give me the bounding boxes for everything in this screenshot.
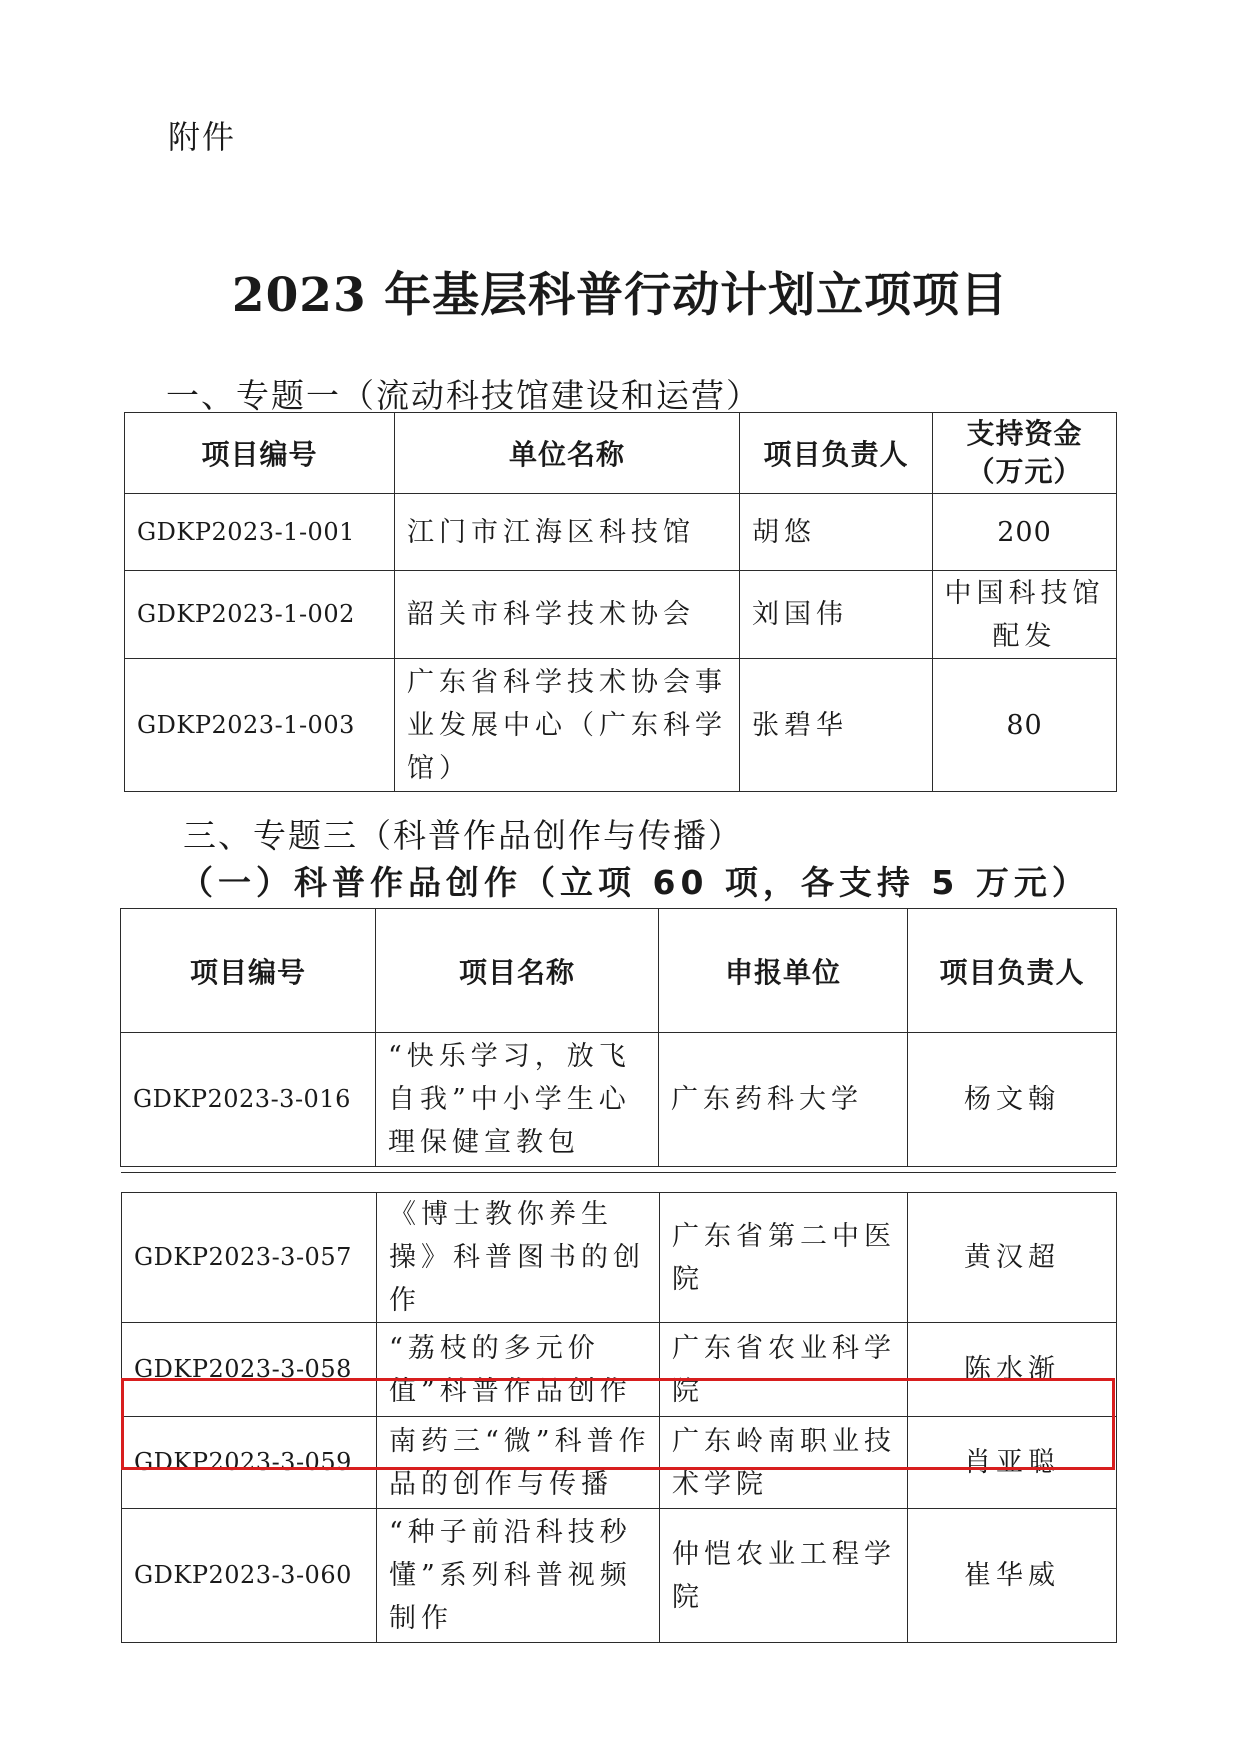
unit-name: 广东省科学技术协会事业发展中心（广东科学馆）	[395, 659, 740, 792]
project-leader: 肖亚聪	[908, 1417, 1117, 1509]
project-name: “荔枝的多元价值”科普作品创作	[377, 1323, 660, 1417]
project-code: GDKP2023-1-003	[125, 659, 395, 792]
project-code: GDKP2023-3-060	[122, 1509, 377, 1643]
project-leader: 张碧华	[740, 659, 933, 792]
table-header-row	[121, 909, 1117, 1033]
header-project-leader: 项目负责人	[908, 909, 1117, 1033]
table-row	[122, 1323, 1117, 1417]
header-project-code: 项目编号	[125, 413, 395, 494]
attachment-label: 附件	[168, 118, 237, 156]
project-leader: 胡悠	[740, 494, 933, 571]
applicant-unit: 仲恺农业工程学院	[660, 1509, 908, 1643]
applicant-unit: 广东省第二中医院	[660, 1193, 908, 1323]
funding: 中国科技馆配发	[933, 571, 1117, 659]
applicant-unit: 广东药科大学	[659, 1033, 908, 1167]
header-funding: 支持资金 （万元）	[933, 413, 1117, 494]
unit-name: 江门市江海区科技馆	[395, 494, 740, 571]
project-leader: 刘国伟	[740, 571, 933, 659]
project-leader: 陈水渐	[908, 1323, 1117, 1417]
section3-heading: 三、专题三（科普作品创作与传播）	[183, 816, 743, 855]
table-row	[125, 494, 1117, 571]
project-name: “种子前沿科技秒懂”系列科普视频制作	[377, 1509, 660, 1643]
header-unit-name: 单位名称	[395, 413, 740, 494]
funding: 80	[933, 659, 1117, 792]
applicant-unit: 广东省农业科学院	[660, 1323, 908, 1417]
project-code: GDKP2023-1-001	[125, 494, 395, 571]
section3-subheading: （一）科普作品创作（立项 60 项，各支持 5 万元）	[180, 863, 1090, 902]
applicant-unit: 广东岭南职业技术学院	[660, 1417, 908, 1509]
table-gap-divider	[121, 1172, 1116, 1173]
header-applicant-unit: 申报单位	[659, 909, 908, 1033]
header-project-code: 项目编号	[121, 909, 376, 1033]
unit-name: 韶关市科学技术协会	[395, 571, 740, 659]
section3-table	[120, 908, 1117, 1167]
table-row	[125, 571, 1117, 659]
table-row	[122, 1193, 1117, 1323]
project-leader: 黄汉超	[908, 1193, 1117, 1323]
project-name: 南药三“微”科普作品的创作与传播	[377, 1417, 660, 1509]
project-code: GDKP2023-3-057	[122, 1193, 377, 1323]
table-row-highlighted	[122, 1417, 1117, 1509]
section1-table	[124, 412, 1117, 792]
header-project-leader: 项目负责人	[740, 413, 933, 494]
table-row	[125, 659, 1117, 792]
table-header-row	[125, 413, 1117, 494]
funding: 200	[933, 494, 1117, 571]
header-project-name: 项目名称	[376, 909, 659, 1033]
table-row	[122, 1509, 1117, 1643]
project-leader: 杨文翰	[908, 1033, 1117, 1167]
project-code: GDKP2023-3-058	[122, 1323, 377, 1417]
project-name: 《博士教你养生操》科普图书的创作	[377, 1193, 660, 1323]
section3-table-continued	[121, 1192, 1117, 1643]
project-leader: 崔华威	[908, 1509, 1117, 1643]
table-row	[121, 1033, 1117, 1167]
project-name: “快乐学习，放飞自我”中小学生心理保健宣教包	[376, 1033, 659, 1167]
project-code: GDKP2023-3-059	[122, 1417, 377, 1509]
project-code: GDKP2023-1-002	[125, 571, 395, 659]
project-code: GDKP2023-3-016	[121, 1033, 376, 1167]
document-title: 2023 年基层科普行动计划立项项目	[231, 268, 1009, 323]
section1-heading: 一、专题一（流动科技馆建设和运营）	[166, 376, 761, 415]
